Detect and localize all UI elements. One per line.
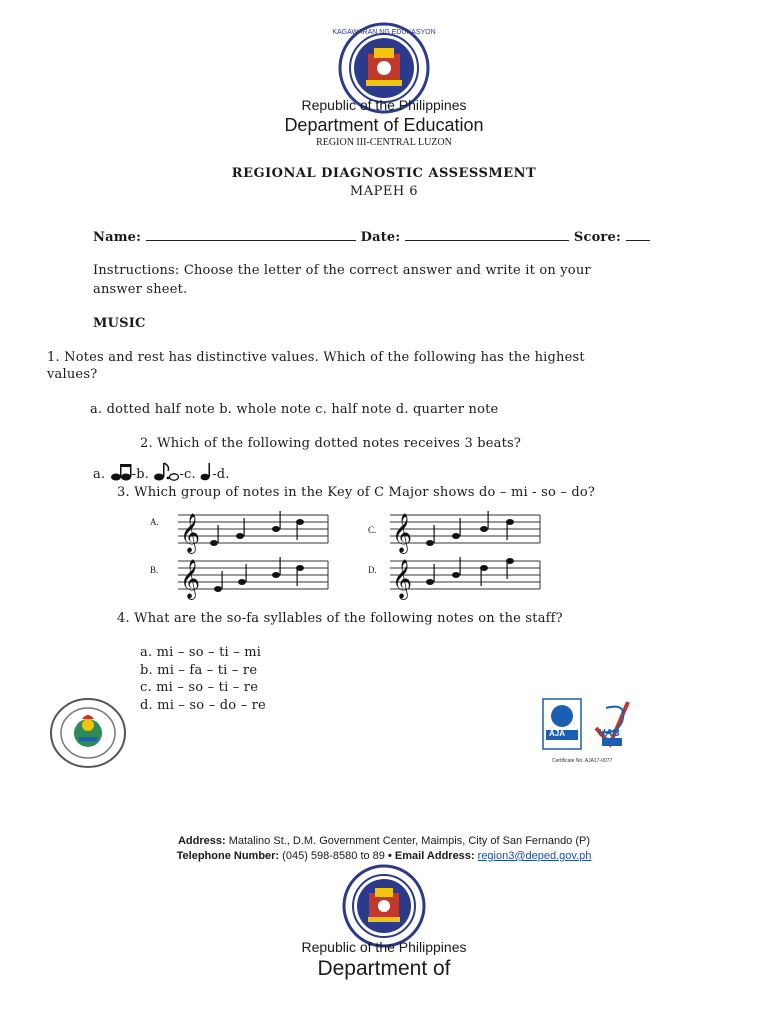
bullet-separator: • [387, 850, 392, 862]
svg-text:𝄞: 𝄞 [180, 513, 201, 553]
staff-a-icon [178, 507, 330, 551]
q3-label-d: D. [368, 565, 377, 575]
dotted-half-note-icon [200, 462, 212, 486]
name-label: Name: [93, 230, 142, 245]
phone-value: (045) 598-8580 to 89 [282, 850, 385, 862]
svg-text:KAGAWARAN NG EDUKASYON: KAGAWARAN NG EDUKASYON [332, 29, 436, 36]
staff-d-icon [390, 555, 542, 599]
instructions-line-1: Instructions: Choose the letter of the correct answer and write it on your [93, 263, 591, 278]
staff-b-icon [178, 555, 330, 599]
q3-option-b [150, 555, 330, 599]
name-field[interactable] [146, 228, 356, 241]
q3-label-c: C. [368, 525, 377, 535]
svg-text:𝄞: 𝄞 [392, 559, 413, 599]
assessment-subject: MAPEH 6 [349, 184, 419, 199]
q2-text: 2. Which of the following dotted notes receives 3 beats? [140, 436, 522, 451]
dotted-quarter-note-icon [153, 462, 179, 486]
deped-seal-next-page [338, 864, 430, 948]
aja-label: AJA [549, 729, 566, 738]
email-link[interactable]: region3@deped.gov.ph [477, 850, 592, 862]
header-region: REGION III-CENTRAL LUZON [316, 137, 452, 148]
form-line [93, 228, 650, 245]
republic-seal-logo [49, 697, 127, 769]
q3-option-d [368, 555, 548, 599]
next-page-republic: Republic of the Philippines [301, 939, 467, 955]
assessment-title: REGIONAL DIAGNOSTIC ASSESSMENT [231, 166, 537, 181]
q4-choice-a: a. mi – so – ti – mi [140, 645, 262, 660]
q3-label-b: B. [150, 565, 159, 575]
next-page-department: Department of [317, 957, 451, 980]
q2-label-b: -b. [131, 467, 150, 482]
q1-choices: a. dotted half note b. whole note c. half note d. quarter note [90, 402, 499, 417]
footer-address [0, 835, 768, 847]
address-value: Matalino St., D.M. Government Center, Maimpis, City of San Fernando (P) [228, 835, 591, 847]
staff-c-icon [390, 507, 542, 551]
q2-label-d: -d. [212, 467, 230, 482]
q1-line-1: 1. Notes and rest has distinctive values. Which of the following has the highest [47, 350, 585, 365]
phone-label: Telephone Number: [176, 850, 280, 862]
q4-text: 4. What are the so-fa syllables of the following notes on the staff? [117, 611, 563, 626]
q4-choice-b: b. mi – fa – ti – re [140, 663, 258, 678]
header-department: Department of Education [284, 115, 484, 135]
uab-certification-icon [586, 698, 630, 750]
certificate-number: Certificate No. AJA17-0077 [552, 758, 613, 764]
date-label: Date: [360, 230, 401, 245]
q3-option-a [150, 507, 330, 551]
q4-choice-c: c. mi – so – ti – re [140, 680, 259, 695]
svg-text:𝄞: 𝄞 [180, 559, 201, 599]
q3-text: 3. Which group of notes in the Key of C Major shows do – mi - so – do? [117, 485, 596, 500]
svg-text:𝄞: 𝄞 [392, 513, 413, 553]
date-field[interactable] [405, 228, 569, 241]
q2-choices [93, 462, 230, 486]
email-label: Email Address: [394, 850, 475, 862]
q4-choice-d: d. mi – so – do – re [140, 698, 266, 713]
q3-label-a: A. [150, 517, 159, 527]
address-label: Address: [177, 835, 226, 847]
q3-option-c [368, 507, 548, 551]
score-field[interactable] [626, 228, 650, 241]
q2-label-c: -c. [179, 467, 196, 482]
section-music: MUSIC [93, 316, 146, 331]
instructions-line-2: answer sheet. [93, 282, 188, 297]
q2-label-a: a. [93, 467, 106, 482]
aja-certification-icon [542, 698, 582, 750]
q1-line-2: values? [47, 367, 98, 382]
dotted-eighth-note-icon [110, 462, 132, 486]
footer-contact [0, 850, 768, 862]
certification-logos [542, 698, 632, 766]
header-republic: Republic of the Philippines [301, 97, 467, 113]
score-label: Score: [573, 230, 621, 245]
uab-label: UAB [598, 728, 620, 739]
